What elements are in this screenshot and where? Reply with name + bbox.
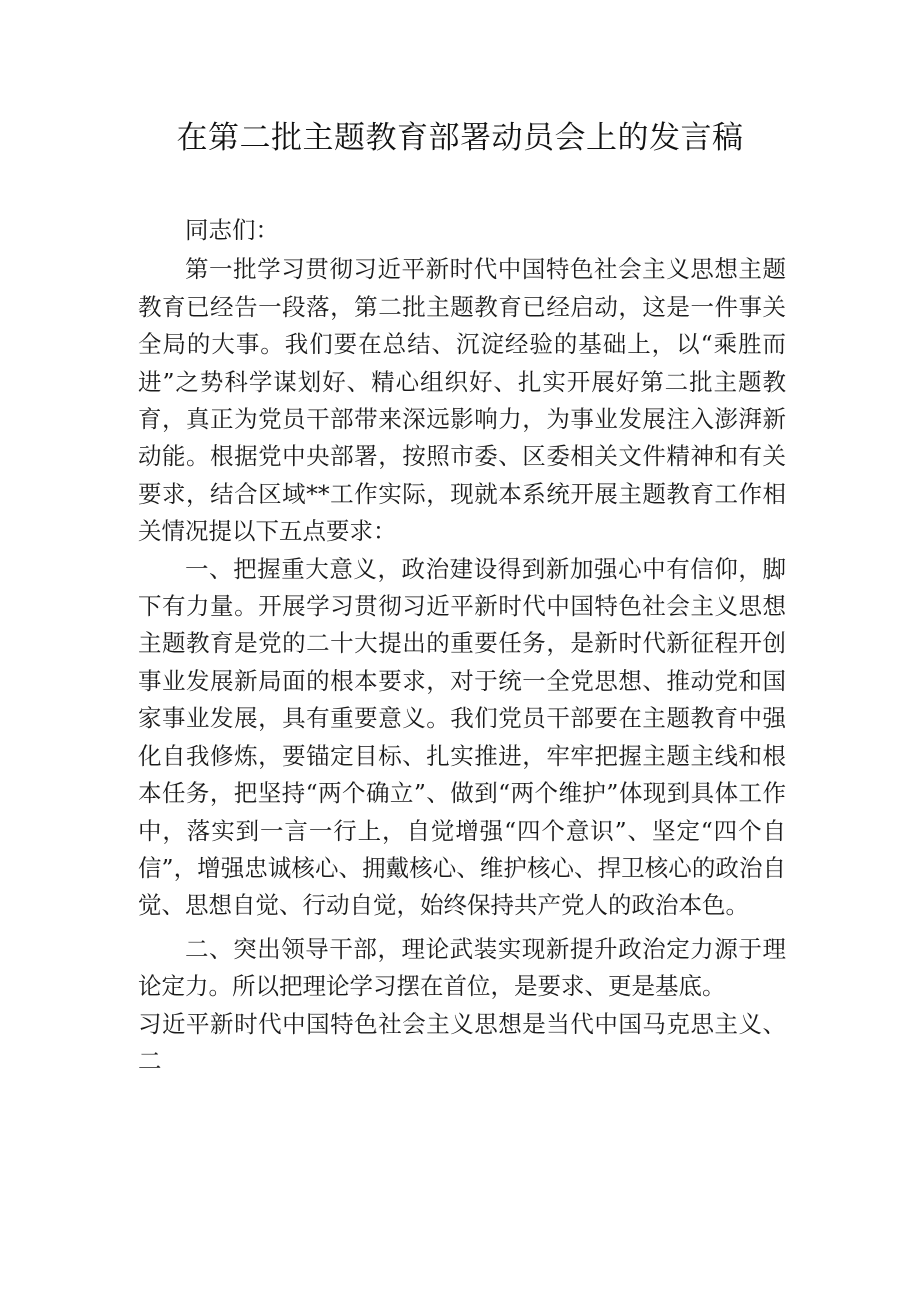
paragraph-intro: 第一批学习贯彻习近平新时代中国特色社会主义思想主题教育已经告一段落，第二批主题教育已经启动，这是一件事关全局的大事。我们要在总结、沉淀经验的基础上，以“乘胜而进”之势科学谋划好、精心组织好、扎实开展好第二批主题教育，真正为党员干部带来深远影响力，为事业发展注入澎湃新动能。根据党中央部署，按照市委、区委相关文件精神和有关要求，结合区域**工作实际，现就本系统开展主题教育工作相关情况提以下五点要求： — [138, 255, 786, 546]
document-body — [138, 212, 786, 1080]
paragraph-point-two: 二、突出领导干部，理论武装实现新提升政治定力源于理论定力。所以把理论学习摆在首位，是要求、更是基底。 — [138, 934, 786, 1001]
paragraph-continuation: 习近平新时代中国特色社会主义思想是当代中国马克思主义、二 — [138, 1009, 786, 1075]
document-title: 在第二批主题教育部署动员会上的发言稿 — [176, 120, 744, 156]
paragraph-point-one: 一、把握重大意义，政治建设得到新加强心中有信仰，脚下有力量。开展学习贯彻习近平新时代中国特色社会主义思想主题教育是党的二十大提出的重要任务，是新时代新征程开创事业发展新局面的根本要求，对于统一全党思想、推动党和国家事业发展，具有重要意义。我们党员干部要在主题教育中强化自我修炼，要锚定目标、扎实推进，牢牢把握主题主线和根本任务，把坚持“两个确立”、做到“两个维护”体现到具体工作中，落实到一言一行上，自觉增强“四个意识”、坚定“四个自信”，增强忠诚核心、拥戴核心、维护核心、捍卫核心的政治自觉、思想自觉、行动自觉，始终保持共产党人的政治本色。 — [138, 554, 786, 920]
salutation: 同志们： — [185, 216, 279, 244]
